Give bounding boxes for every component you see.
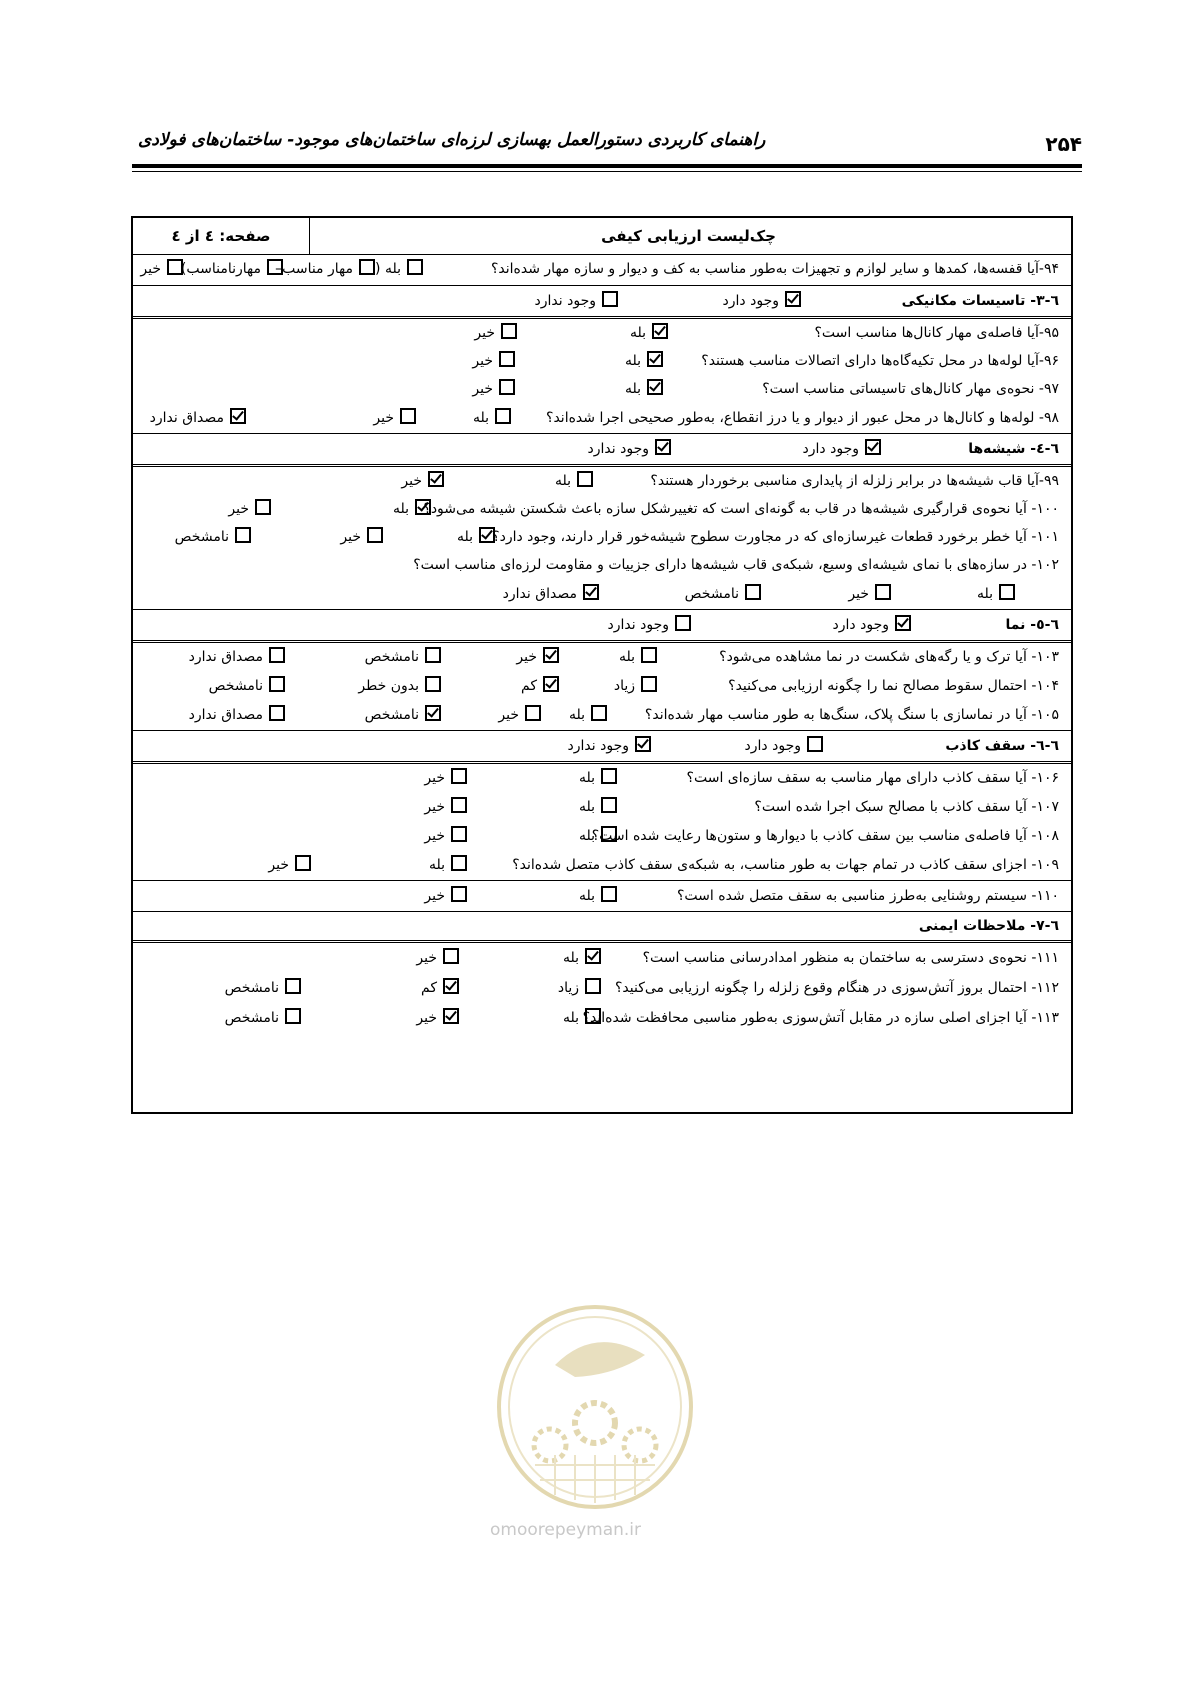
q94-proper-option[interactable]: مهار مناسب– [275,254,375,285]
question-text: ۱۱۱- نحوه‌ی دسترسی به ساختمان به منظور امدادرسانی مناسب است؟ [642,950,1059,966]
q103-na-option[interactable]: مصداق ندارد [189,643,285,672]
q104-unknown-option[interactable]: نامشخص [209,672,285,701]
checkbox[interactable] [167,259,183,275]
q104-none-option[interactable]: بدون خطر [358,672,441,701]
checkbox[interactable] [641,647,657,663]
q103-no-option[interactable]: خیر [516,643,559,672]
page-number: ۲۵۴ [1045,132,1082,156]
question-text: ۱۰۸- آیا فاصله‌ی مناسب بین سقف کاذب با دیوارها و ستون‌ها رعایت شده است؟ [591,828,1059,844]
checkbox[interactable] [585,978,601,994]
q98-no-option[interactable]: خیر [373,403,416,433]
checkbox[interactable] [235,527,251,543]
q95-no-option[interactable]: خیر [474,319,517,347]
checkbox-checked[interactable] [543,676,559,692]
question-text: ۱۰۳- آیا ترک و یا رگه‌های شکست در نما مشاهده می‌شود؟ [719,649,1059,665]
checkbox[interactable] [269,676,285,692]
mech-exists-option[interactable]: وجود دارد [723,286,801,316]
question-99 [133,467,1071,495]
checkbox-checked[interactable] [655,439,671,455]
checkbox-checked[interactable] [479,527,495,543]
checkbox-checked[interactable] [425,705,441,721]
question-112 [133,973,1071,1003]
checklist-title: چک‌لیست ارزیابی کیفی [601,227,776,245]
question-108 [133,822,1071,851]
q110-yes-option[interactable]: بله [579,881,617,911]
section-ceiling [133,731,1071,761]
section-title: ٦-۳- تاسیسات مکانیکی [901,293,1059,309]
question-text: ۹۶-آیا لوله‌ها در محل تکیه‌گاه‌ها دارای اتصالات مناسب هستند؟ [701,353,1059,369]
checkbox[interactable] [269,705,285,721]
checkbox-checked[interactable] [647,351,663,367]
question-106 [133,764,1071,793]
header-rule-thin [132,171,1082,172]
q113-no-option[interactable]: خیر [416,1003,459,1033]
q104-low-option[interactable]: کم [521,672,559,701]
section-mechanical [133,286,1071,316]
q97-yes-option[interactable]: بله [625,375,663,403]
question-text: ۱۱۰- سیستم روشنایی به‌طرز مناسبی به سقف متصل شده است؟ [677,888,1059,904]
question-text: ۹۹-آیا قاب شیشه‌ها در برابر زلزله از پایداری مناسبی برخوردار هستند؟ [650,473,1059,489]
checkbox[interactable] [359,259,375,275]
q105-unknown-option[interactable]: نامشخص [365,701,441,730]
question-96 [133,347,1071,375]
q97-no-option[interactable]: خیر [472,375,515,403]
checkbox-checked[interactable] [652,323,668,339]
question-text: ۱۰۶- آیا سقف کاذب دارای مهار مناسب به سقف سازه‌ای است؟ [686,770,1059,786]
q108-yes-option[interactable]: بله [579,822,617,851]
q102-no-option[interactable]: خیر [848,579,891,609]
ceiling-exists-option[interactable]: وجود دارد [745,731,823,761]
checkbox-checked[interactable] [865,439,881,455]
q94-improper-option[interactable]: مهارنامناسب) [181,254,283,285]
question-98 [133,403,1071,433]
q101-no-option[interactable]: خیر [340,523,383,551]
checkbox[interactable] [367,527,383,543]
q110-no-option[interactable]: خیر [424,881,467,911]
question-94 [133,254,1071,285]
question-105 [133,701,1071,730]
section-title: ٦-٦- سقف کاذب [945,738,1059,754]
q106-yes-option[interactable]: بله [579,764,617,793]
q102-yes-option[interactable]: بله [977,579,1015,609]
checkbox[interactable] [501,323,517,339]
checkbox[interactable] [451,797,467,813]
q99-yes-option[interactable]: بله [555,467,593,495]
checkbox[interactable] [499,379,515,395]
q102-na-option[interactable]: مصداق ندارد [503,579,599,609]
section-title: ٦-٤- شیشه‌ها [968,441,1059,457]
checklist-title-row [133,218,1071,255]
question-text: ۹۴-آیا قفسه‌ها، کمدها و سایر لوازم و تجهیزات به‌طور مناسب به کف و دیوار و سازه مهار شده‌اند؟ [490,261,1059,277]
q100-yes-option[interactable]: بله [393,495,431,523]
q98-yes-option[interactable]: بله [473,403,511,433]
checkbox[interactable] [451,826,467,842]
checkbox[interactable] [295,855,311,871]
checkbox[interactable] [591,705,607,721]
checkbox-checked[interactable] [895,615,911,631]
checkbox[interactable] [425,647,441,663]
question-text: ۱۰۹- اجزای سقف کاذب در تمام جهات به طور مناسب، به شبکه‌ی سقف کاذب متصل شده‌اند؟ [512,857,1059,873]
q112-unknown-option[interactable]: نامشخص [225,973,301,1003]
q94-yes-option[interactable]: بله ( [375,254,423,285]
checkbox[interactable] [425,676,441,692]
checkbox[interactable] [577,471,593,487]
checkbox[interactable] [285,978,301,994]
question-101 [133,523,1071,551]
question-text: ۱۱۳- آیا اجزای اصلی سازه در مقابل آتش‌سوزی به‌طور مناسبی محافظت شده‌اند؟ [582,1010,1059,1026]
checklist-page-label: صفحه: ٤ از ٤ [133,218,310,254]
checkbox-checked[interactable] [415,499,431,515]
checkbox[interactable] [495,408,511,424]
checkbox-checked[interactable] [428,471,444,487]
ceiling-not-exists-option[interactable]: وجود ندارد [568,731,651,761]
q109-no-option[interactable]: خیر [268,851,311,880]
checkbox[interactable] [285,1008,301,1024]
q104-high-option[interactable]: زیاد [614,672,657,701]
q102-unknown-option[interactable]: نامشخص [685,579,761,609]
checkbox[interactable] [400,408,416,424]
checkbox-checked[interactable] [583,584,599,600]
q95-yes-option[interactable]: بله [630,319,668,347]
question-102 [133,551,1071,579]
section-facade [133,610,1071,640]
question-95 [133,319,1071,347]
q98-na-option[interactable]: مصداق ندارد [150,403,246,433]
q103-unknown-option[interactable]: نامشخص [365,643,441,672]
q113-yes-option[interactable]: بله [563,1003,601,1033]
section-glass [133,434,1071,464]
q112-high-option[interactable]: زیاد [558,973,601,1003]
checkbox[interactable] [451,768,467,784]
question-103 [133,643,1071,672]
checkbox[interactable] [525,705,541,721]
question-110 [133,881,1071,911]
q113-unknown-option[interactable]: نامشخص [225,1003,301,1033]
watermark-logo-icon [495,1305,695,1510]
checkbox[interactable] [745,584,761,600]
q107-yes-option[interactable]: بله [579,793,617,822]
q101-unknown-option[interactable]: نامشخص [175,523,251,551]
q105-yes-option[interactable]: بله [569,701,607,730]
checkbox[interactable] [585,1008,601,1024]
checkbox[interactable] [443,948,459,964]
watermark-site: omoorepeyman.ir [490,1520,642,1540]
mech-not-exists-option[interactable]: وجود ندارد [535,286,618,316]
q105-na-option[interactable]: مصداق ندارد [189,701,285,730]
question-text: ۹۵-آیا فاصله‌ی مهار کانال‌ها مناسب است؟ [814,325,1059,341]
checkbox-checked[interactable] [543,647,559,663]
checkbox-checked[interactable] [443,1008,459,1024]
checkbox[interactable] [675,615,691,631]
question-104 [133,672,1071,701]
checkbox-checked[interactable] [635,736,651,752]
checkbox[interactable] [875,584,891,600]
checkbox-checked[interactable] [230,408,246,424]
checkbox-checked[interactable] [443,978,459,994]
checkbox[interactable] [407,259,423,275]
q111-no-option[interactable]: خیر [416,943,459,973]
q107-no-option[interactable]: خیر [424,793,467,822]
question-text: ۱۰۱- آیا خطر برخورد قطعات غیرسازه‌ای که در مجاورت سطوح شیشه‌خور قرار دارند، وجود دارد؟ [492,529,1059,545]
question-text: ۹۸- لوله‌ها و کانال‌ها در محل عبور از دیوار و یا درز انقطاع، به‌طور صحیحی اجرا شده‌اند؟ [546,410,1059,426]
q106-no-option[interactable]: خیر [424,764,467,793]
checkbox[interactable] [641,676,657,692]
question-text: ۱۰۲- در سازه‌های با نمای شیشه‌ای وسیع، شبکه‌ی قاب شیشه‌ها دارای جزییات و مقاومت لرزه‌ای مناسب است؟ [413,557,1059,573]
page-header [132,126,1082,156]
checkbox[interactable] [255,499,271,515]
q108-no-option[interactable]: خیر [424,822,467,851]
question-text: ۱۰۵- آیا در نماسازی با سنگ پلاک، سنگ‌ها به طور مناسب مهار شده‌اند؟ [644,707,1059,723]
question-111 [133,943,1071,973]
section-safety [133,912,1071,940]
checkbox[interactable] [807,736,823,752]
question-102-options [133,579,1071,609]
question-109 [133,851,1071,880]
q96-yes-option[interactable]: بله [625,347,663,375]
checkbox[interactable] [999,584,1015,600]
watermark-logo [495,1305,695,1510]
question-100 [133,495,1071,523]
checkbox[interactable] [602,291,618,307]
checkbox[interactable] [451,855,467,871]
glass-exists-option[interactable]: وجود دارد [803,434,881,464]
question-113 [133,1003,1071,1033]
q103-yes-option[interactable]: بله [619,643,657,672]
q101-yes-option[interactable]: بله [457,523,495,551]
facade-exists-option[interactable]: وجود دارد [833,610,911,640]
q111-yes-option[interactable]: بله [563,943,601,973]
question-text: ۹۷- نحوه‌ی مهار کانال‌های تاسیساتی مناسب است؟ [762,381,1059,397]
glass-not-exists-option[interactable]: وجود ندارد [588,434,671,464]
q100-no-option[interactable]: خیر [228,495,271,523]
q96-no-option[interactable]: خیر [472,347,515,375]
section-title: ٦-٥- نما [1005,617,1059,633]
checkbox[interactable] [601,797,617,813]
checkbox[interactable] [601,768,617,784]
q109-yes-option[interactable]: بله [429,851,467,880]
question-text: ۱۱۲- احتمال بروز آتش‌سوزی در هنگام وقوع زلزله را چگونه ارزیابی می‌کنید؟ [614,980,1059,996]
checkbox[interactable] [267,259,283,275]
checkbox-checked[interactable] [647,379,663,395]
checkbox[interactable] [601,826,617,842]
section-title: ٦-٧- ملاحظات ایمنی [918,918,1059,934]
book-title: راهنمای کاربردی دستورالعمل بهسازی لرزه‌ای ساختمان‌های موجود- ساختمان‌های فولادی [138,130,766,150]
checkbox-checked[interactable] [785,291,801,307]
q94-no-option[interactable]: خیر [140,254,183,285]
question-text: ۱۰۷- آیا سقف کاذب با مصالح سبک اجرا شده است؟ [754,799,1059,815]
q99-no-option[interactable]: خیر [401,467,444,495]
checklist-table [131,216,1073,1114]
checkbox[interactable] [451,886,467,902]
facade-not-exists-option[interactable]: وجود ندارد [608,610,691,640]
checkbox[interactable] [269,647,285,663]
checkbox-checked[interactable] [585,948,601,964]
question-107 [133,793,1071,822]
question-text: ۱۰۴- احتمال سقوط مصالح نما را چگونه ارزیابی می‌کنید؟ [728,678,1059,694]
q105-no-option[interactable]: خیر [498,701,541,730]
q112-low-option[interactable]: کم [421,973,459,1003]
question-text: ۱۰۰- آیا نحوه‌ی قرارگیری شیشه‌ها در قاب به گونه‌ای است که تغییرشکل سازه باعث شکستن شیشه می‌شود؟ [423,501,1059,517]
question-97 [133,375,1071,403]
checkbox[interactable] [601,886,617,902]
header-rule [132,164,1082,168]
checkbox[interactable] [499,351,515,367]
